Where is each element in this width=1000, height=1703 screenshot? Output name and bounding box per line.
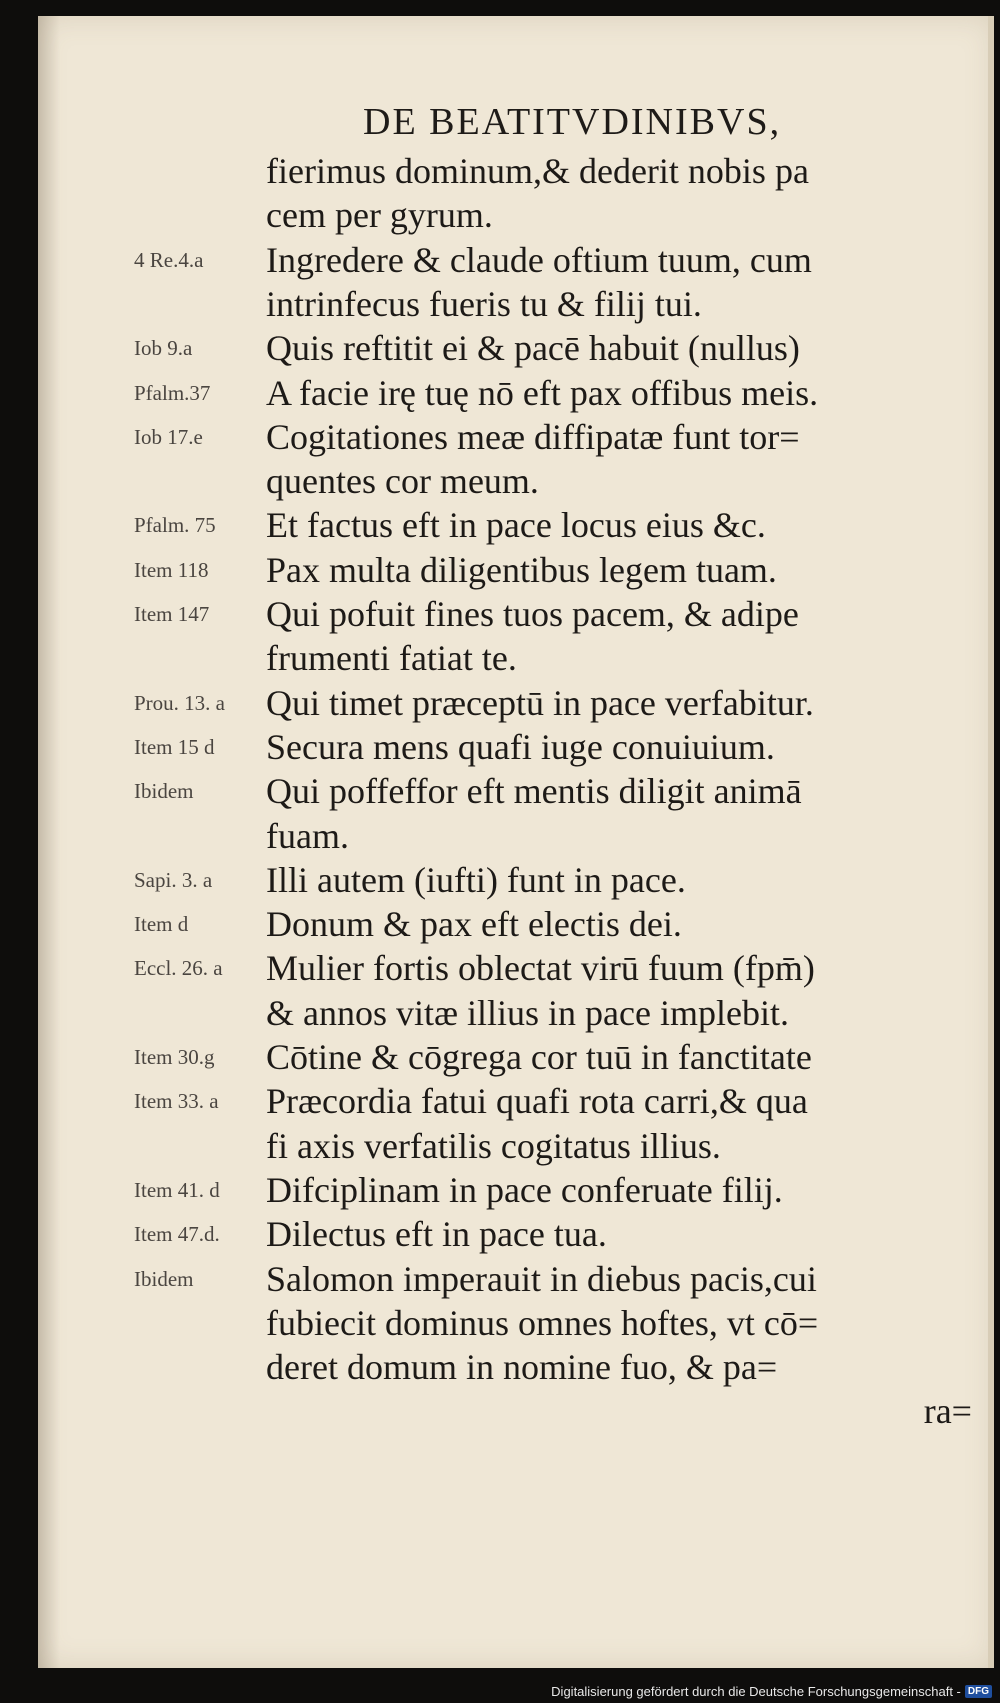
- text-line: [38, 415, 994, 459]
- text-line: [38, 459, 994, 503]
- margin-reference: Prou. 13. a: [134, 690, 225, 715]
- text-line: [38, 1212, 994, 1256]
- text-line: [38, 1124, 994, 1168]
- text-line: [38, 1168, 994, 1212]
- margin-reference: Item 33. a: [134, 1089, 219, 1114]
- line-text: Difciplinam in pace conferuate filij.: [266, 1169, 783, 1210]
- text-line: [38, 326, 994, 370]
- line-text: Et factus eft in pace locus eius &c.: [266, 505, 766, 546]
- line-text: Illi autem (iufti) funt in pace.: [266, 859, 686, 900]
- line-text: quentes cor meum.: [266, 461, 539, 502]
- margin-reference: Item 47.d.: [134, 1222, 220, 1247]
- text-line: [38, 1345, 994, 1389]
- line-text: Quis reftitit ei & pacē habuit (nullus): [266, 328, 800, 369]
- margin-reference: Item d: [134, 912, 189, 937]
- dfg-logo-icon: DFG: [965, 1685, 992, 1698]
- text-line: [38, 1301, 994, 1345]
- line-text: frumenti fatiat te.: [266, 638, 517, 679]
- text-line: [38, 238, 994, 282]
- margin-reference: Ibidem: [134, 1266, 194, 1291]
- text-line: [38, 858, 994, 902]
- line-text: deret domum in nomine fuo, & pa=: [266, 1347, 778, 1388]
- margin-reference: Item 147: [134, 602, 210, 626]
- line-text: Secura mens quafi iuge conuiuium.: [266, 726, 775, 767]
- line-text: cem per gyrum.: [266, 195, 493, 236]
- text-line: [38, 149, 994, 193]
- line-text: fuam.: [266, 815, 349, 856]
- text-line: [38, 946, 994, 990]
- text-line: [38, 681, 994, 725]
- line-text: Qui poffeffor eft mentis diligit animā: [266, 771, 802, 812]
- text-line: [38, 1035, 994, 1079]
- margin-reference: Item 30.g: [134, 1045, 215, 1069]
- margin-reference: Item 15 d: [134, 734, 215, 759]
- margin-reference: Iob 17.e: [134, 424, 203, 449]
- margin-reference: Eccl. 26. a: [134, 956, 223, 981]
- line-text: Ingredere & claude oftium tuum, cum: [266, 239, 812, 280]
- margin-reference: Ibidem: [134, 779, 194, 804]
- margin-reference: Iob 9.a: [134, 336, 193, 361]
- text-line: [38, 769, 994, 813]
- line-text: Qui timet præceptū in pace verfabitur.: [266, 682, 814, 723]
- line-text: fubiecit dominus omnes hoftes, vt cō=: [266, 1302, 819, 1343]
- margin-reference: Pfalm.37: [134, 380, 211, 405]
- text-line: [38, 193, 994, 237]
- line-text: Pax multa diligentibus legem tuam.: [266, 549, 777, 590]
- line-text: Cogitationes meæ diffipatæ funt tor=: [266, 416, 800, 457]
- text-line: [38, 371, 994, 415]
- margin-reference: Pfalm. 75: [134, 513, 216, 538]
- catchword-line: [38, 1389, 994, 1433]
- margin-reference: Item 118: [134, 557, 209, 582]
- line-text: Cōtine & cōgrega cor tuū in fanctitate: [266, 1037, 812, 1077]
- running-head: DE BEATITVDINIBVS,: [363, 101, 782, 143]
- text-line: [38, 725, 994, 769]
- footer-credit: [551, 1684, 992, 1699]
- line-text: A facie irę tuę nō eft pax offibus meis.: [266, 372, 819, 413]
- book-page: [38, 16, 994, 1668]
- line-text: Præcordia fatui quafi rota carri,& qua: [266, 1081, 808, 1122]
- line-text: intrinfecus fueris tu & filij tui.: [266, 283, 702, 324]
- text-line: [38, 1257, 994, 1301]
- text-line: [38, 902, 994, 946]
- line-text: Salomon imperauit in diebus pacis,cui: [266, 1258, 817, 1299]
- text-line: [38, 636, 994, 680]
- text-line: [38, 548, 994, 592]
- text-line: [38, 282, 994, 326]
- line-text: fi axis verfatilis cogitatus illius.: [266, 1125, 721, 1166]
- footer-text: Digitalisierung gefördert durch die Deutsche Forschungsgemeinschaft -: [551, 1684, 961, 1699]
- margin-reference: Sapi. 3. a: [134, 867, 213, 892]
- text-line: [38, 1079, 994, 1123]
- text-line: [38, 991, 994, 1035]
- line-text: & annos vitæ illius in pace implebit.: [266, 992, 789, 1033]
- line-text: Qui pofuit fines tuos pacem, & adipe: [266, 594, 799, 634]
- line-text: Mulier fortis oblectat virū fuum (fpm̄): [266, 948, 815, 989]
- margin-reference: Item 41. d: [134, 1177, 220, 1202]
- line-text: Dilectus eft in pace tua.: [266, 1214, 607, 1255]
- text-line: [38, 814, 994, 858]
- margin-reference: 4 Re.4.a: [134, 247, 204, 272]
- line-text: fierimus dominum,& dederit nobis pa: [266, 151, 809, 191]
- catchword: ra=: [923, 1391, 972, 1432]
- text-line: [38, 592, 994, 636]
- line-text: Donum & pax eft electis dei.: [266, 904, 682, 945]
- text-line: [38, 503, 994, 547]
